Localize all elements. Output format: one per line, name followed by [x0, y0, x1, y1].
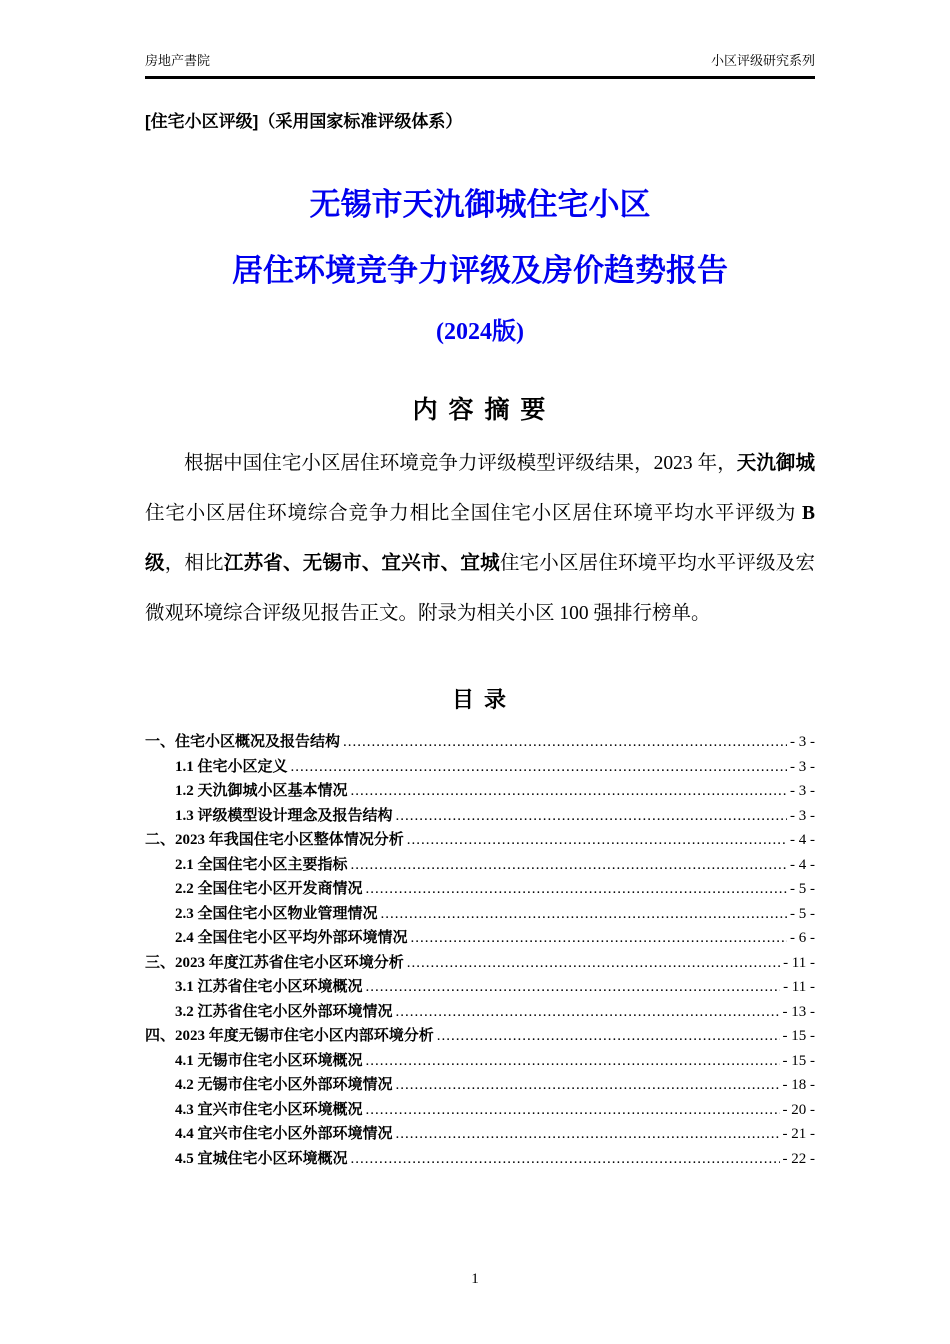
toc-entry-label: 4.1 无锡市住宅小区环境概况: [175, 1052, 363, 1069]
toc-entry: [145, 877, 815, 902]
toc-page-number: - 11 -: [783, 954, 815, 971]
toc-page-number: - 5 -: [790, 905, 815, 922]
page-header: [145, 52, 815, 70]
toc-entry: [145, 779, 815, 804]
abstract-paragraph: [145, 439, 815, 639]
abstract-segment: 天氿御城: [736, 453, 815, 474]
toc-page-number: - 11 -: [783, 979, 815, 995]
toc-leader-dots: [366, 877, 787, 902]
abstract-segment: B 级: [145, 503, 815, 574]
toc-page-number: - 18 -: [782, 1077, 815, 1093]
toc-page-number: - 22 -: [782, 1150, 815, 1167]
toc-leader-dots: [396, 1122, 780, 1147]
report-title-edition: (2024版): [436, 319, 524, 345]
abstract-segment: 住宅小区居住环境平均水平评级及宏微观环境综合评级见报告正文。附录为相关小区 100 强排行榜单。: [145, 553, 815, 624]
toc-entry-label: 1.2 天氿御城小区基本情况: [175, 783, 348, 799]
toc-page-number: - 3 -: [790, 783, 815, 799]
toc-entry: [145, 1024, 815, 1049]
toc-entry-label: 4.3 宜兴市住宅小区环境概况: [175, 1101, 363, 1118]
toc-leader-dots: [366, 975, 781, 1000]
report-title-line2: 居住环境竞争力评级及房价趋势报告: [232, 253, 728, 288]
toc-entry-label: 1.3 评级模型设计理念及报告结构: [175, 807, 393, 824]
toc-page-number: - 5 -: [790, 881, 815, 897]
toc-page-number: - 15 -: [782, 1028, 815, 1044]
page-footer: [0, 1271, 950, 1288]
toc-leader-dots: [407, 951, 780, 976]
report-title-line1: 无锡市天氿御城住宅小区: [309, 187, 651, 222]
toc-page-number: - 4 -: [790, 832, 815, 848]
toc-list: [145, 730, 815, 1171]
toc-page-number: - 4 -: [790, 856, 815, 873]
abstract-segment: 江苏省、无锡市、宜兴市、宜城: [223, 553, 500, 574]
toc-leader-dots: [407, 828, 787, 853]
toc-entry-label: 3.2 江苏省住宅小区外部环境情况: [175, 1003, 393, 1020]
toc-entry: [145, 828, 815, 853]
toc-entry-label: 3.1 江苏省住宅小区环境概况: [175, 979, 363, 995]
header-divider: [145, 76, 815, 79]
header-right-text: 小区评级研究系列: [710, 53, 815, 68]
abstract-heading: 内 容 摘 要: [412, 396, 548, 424]
toc-entry: [145, 804, 815, 829]
toc-entry-label: 二、2023 年我国住宅小区整体情况分析: [145, 832, 404, 848]
toc-page-number: - 3 -: [790, 758, 815, 775]
toc-page-number: - 15 -: [782, 1052, 815, 1069]
toc-entry: [145, 1098, 815, 1123]
report-type-tag: [住宅小区评级]（采用国家标准评级体系）: [145, 112, 463, 131]
toc-leader-dots: [396, 1000, 780, 1025]
toc-entry: [145, 926, 815, 951]
toc-leader-dots: [396, 1073, 780, 1098]
toc-leader-dots: [351, 779, 787, 804]
toc-leader-dots: [437, 1024, 780, 1049]
toc-entry: [145, 755, 815, 780]
toc-entry-label: 一、住宅小区概况及报告结构: [145, 734, 341, 750]
toc-entry: [145, 730, 815, 755]
toc-page-number: - 20 -: [782, 1101, 815, 1118]
toc-entry: [145, 1000, 815, 1025]
toc-page-number: - 3 -: [790, 734, 815, 750]
toc-entry-label: 4.5 宜城住宅小区环境概况: [175, 1150, 348, 1167]
title-block: [145, 185, 815, 348]
toc-page-number: - 3 -: [790, 807, 815, 824]
toc-leader-dots: [396, 804, 787, 829]
toc-leader-dots: [366, 1098, 780, 1123]
toc-entry: [145, 1073, 815, 1098]
toc-page-number: - 13 -: [782, 1003, 815, 1020]
toc-leader-dots: [351, 1147, 780, 1172]
toc-leader-dots: [411, 926, 787, 951]
toc-entry-label: 2.2 全国住宅小区开发商情况: [175, 881, 363, 897]
toc-entry: [145, 975, 815, 1000]
header-left-text: 房地产書院: [145, 53, 211, 68]
toc-entry-label: 4.4 宜兴市住宅小区外部环境情况: [175, 1126, 393, 1142]
toc-leader-dots: [343, 730, 787, 755]
page-number: 1: [471, 1271, 479, 1287]
toc-entry-label: 2.3 全国住宅小区物业管理情况: [175, 905, 378, 922]
toc-entry-label: 4.2 无锡市住宅小区外部环境情况: [175, 1077, 393, 1093]
abstract-segment: 根据中国住宅小区居住环境竞争力评级模型评级结果，2023 年，: [184, 453, 737, 474]
toc-entry-label: 2.4 全国住宅小区平均外部环境情况: [175, 930, 408, 946]
toc-entry-label: 1.1 住宅小区定义: [175, 758, 288, 775]
toc-leader-dots: [366, 1049, 780, 1074]
toc-leader-dots: [291, 755, 787, 780]
toc-leader-dots: [381, 902, 787, 927]
abstract-segment: ，相比: [164, 553, 224, 574]
abstract-segment: 住宅小区居住环境综合竞争力相比全国住宅小区居住环境平均水平评级为: [145, 503, 802, 524]
toc-entry-label: 三、2023 年度江苏省住宅小区环境分析: [145, 954, 404, 971]
toc-leader-dots: [351, 853, 787, 878]
toc-entry-label: 四、2023 年度无锡市住宅小区内部环境分析: [145, 1028, 434, 1044]
toc-entry: [145, 1122, 815, 1147]
toc-entry: [145, 1147, 815, 1172]
toc-entry: [145, 902, 815, 927]
toc-page-number: - 6 -: [790, 930, 815, 946]
toc-entry: [145, 853, 815, 878]
toc-entry: [145, 951, 815, 976]
toc-entry-label: 2.1 全国住宅小区主要指标: [175, 856, 348, 873]
toc-page-number: - 21 -: [782, 1126, 815, 1142]
toc-entry: [145, 1049, 815, 1074]
toc-heading: 目 录: [451, 687, 509, 712]
